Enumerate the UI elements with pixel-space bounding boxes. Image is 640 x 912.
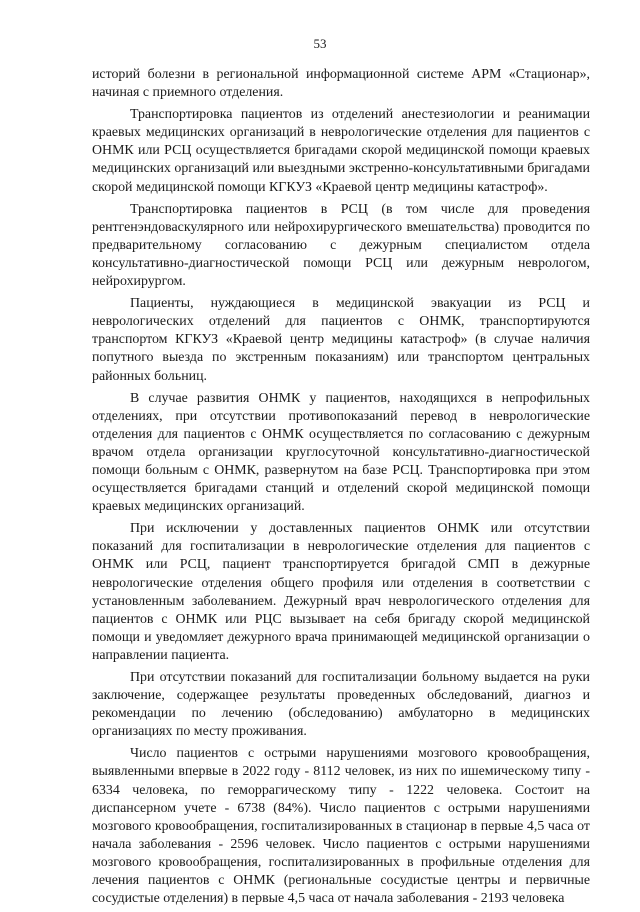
body-text (92, 66, 590, 912)
paragraph-1: историй болезни в региональной информационной системе АРМ «Стационар», начиная с приемного отделения. (92, 67, 590, 101)
paragraph-3: Транспортировка пациентов в РСЦ (в том числе для проведения рентгенэндоваскулярного или нейрохирургического вмешательства) проводится по предварительному согласованию с дежурным специалистом отдела консультативно-диагностической помощи РСЦ или дежурным неврологом, нейрохирургом. (92, 201, 590, 290)
paragraph-4: Пациенты, нуждающиеся в медицинской эвакуации из РСЦ и неврологических отделений для пациентов с ОНМК, транспортируются транспортом КГКУЗ «Краевой центр медицины катастроф» (в случае наличия попутного выезда по экстренным показаниям) или транспортом центральных районных больниц. (92, 296, 590, 384)
paragraph-6: При исключении у доставленных пациентов ОНМК или отсутствии показаний для госпитализации в неврологические отделения для пациентов с ОНМК или РСЦ, пациент транспортируется бригадой СМП в дежурные неврологические отделения общего профиля или отделения в соответствии с установленным заболеванием. Дежурный врач неврологического отделения для пациентов с ОНМК или РЦС вызывает на себя бригаду скорой медицинской помощи и уведомляет дежурного врача принимающей медицинской организации о направлении пациента. (92, 521, 590, 663)
paragraph-8: Число пациентов с острыми нарушениями мозгового кровообращения, выявленными впервые в 2022 году - 8112 человек, из них по ишемическому типу - 6334 человека, по геморрагическому типу - 1222 человека. Состоит на диспансерном учете - 6738 (84%). Число пациентов с острыми нарушениями мозгового кровообращения, госпитализированных в стационар в первые 4,5 часа от начала заболевания - 2596 человек. Число пациентов с острыми нарушениями мозгового кровообращения, госпитализированных в профильные отделения для лечения пациентов с ОНМК (региональные сосудистые центры и первичные сосудистые отделения) в первые 4,5 часа от начала заболевания - 2193 человека (92, 746, 590, 907)
page-number: 53 (313, 36, 327, 51)
paragraph-7: При отсутствии показаний для госпитализации больному выдается на руки заключение, содержащее результаты проведенных обследований, диагноз и рекомендации по лечению (обследованию) амбулаторно в медицинских организациях по месту проживания. (92, 670, 590, 740)
paragraph-5: В случае развития ОНМК у пациентов, находящихся в непрофильных отделениях, при отсутствии противопоказаний перевод в неврологические отделения для пациентов с ОНМК осуществляется по согласованию с дежурным врачом отдела организации круглосуточной консультативно-диагностической помощи больным с ОНМК, развернутом на базе РСЦ. Транспортировка при этом осуществляется бригадами станций и отделений скорой медицинской помощи краевых медицинских организаций. (92, 390, 590, 515)
paragraph-2: Транспортировка пациентов из отделений анестезиологии и реанимации краевых медицинских организаций в неврологические отделения для пациентов с ОНМК или РСЦ осуществляется бригадами скорой медицинской помощи краевых медицинских организаций или выездными экстренно-консультативными бригадами скорой медицинской помощи КГКУЗ «Краевой центр медицины катастроф». (92, 107, 590, 195)
